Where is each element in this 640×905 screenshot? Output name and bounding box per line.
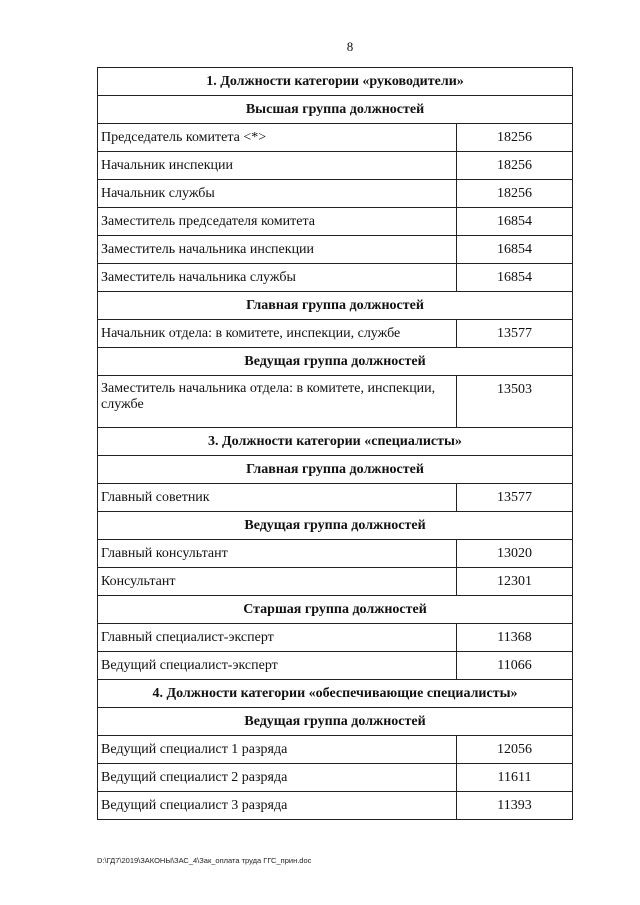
section-header-row: [98, 680, 573, 708]
section-header: Ведущая группа должностей: [98, 348, 573, 376]
section-header-row: [98, 68, 573, 96]
position-name: Ведущий специалист 2 разряда: [98, 764, 457, 792]
table-row: [98, 208, 573, 236]
position-name: Начальник службы: [98, 180, 457, 208]
section-header-row: [98, 292, 573, 320]
salary-value: 13020: [457, 540, 573, 568]
table-row: [98, 764, 573, 792]
table-row: [98, 792, 573, 820]
file-path-footer: D:\ГД7\2019\ЗАКОНЫ\ЗАС_4\Зак_оплата труда ГГС_прин.doc: [97, 856, 312, 865]
table-row: [98, 124, 573, 152]
section-header: Ведущая группа должностей: [98, 512, 573, 540]
salary-value: 13503: [457, 376, 573, 428]
section-header: Высшая группа должностей: [98, 96, 573, 124]
salary-value: 13577: [457, 320, 573, 348]
position-name: Главный советник: [98, 484, 457, 512]
position-name: Начальник инспекции: [98, 152, 457, 180]
table-row: [98, 568, 573, 596]
position-name: Начальник отдела: в комитете, инспекции, службе: [98, 320, 457, 348]
salary-value: 18256: [457, 180, 573, 208]
section-header-row: [98, 96, 573, 124]
table-row: [98, 236, 573, 264]
position-name: Консультант: [98, 568, 457, 596]
section-header-row: [98, 348, 573, 376]
salary-value: 16854: [457, 264, 573, 292]
table-row: [98, 484, 573, 512]
table-row: [98, 152, 573, 180]
position-name: Заместитель начальника службы: [98, 264, 457, 292]
position-name: Ведущий специалист 1 разряда: [98, 736, 457, 764]
position-name: Председатель комитета <*>: [98, 124, 457, 152]
position-name: Заместитель начальника отдела: в комитете, инспекции, службе: [98, 376, 457, 428]
table-row: [98, 624, 573, 652]
salary-value: 18256: [457, 152, 573, 180]
salary-value: 11393: [457, 792, 573, 820]
section-header: 1. Должности категории «руководители»: [98, 68, 573, 96]
salary-value: 18256: [457, 124, 573, 152]
salary-table: [97, 67, 573, 820]
table-row: [98, 652, 573, 680]
salary-table-body: [98, 68, 573, 820]
section-header-row: [98, 456, 573, 484]
section-header: Главная группа должностей: [98, 456, 573, 484]
salary-value: 13577: [457, 484, 573, 512]
salary-value: 11368: [457, 624, 573, 652]
page-number: 8: [346, 39, 354, 54]
table-row: [98, 376, 573, 428]
table-row: [98, 320, 573, 348]
salary-value: 16854: [457, 208, 573, 236]
table-row: [98, 264, 573, 292]
section-header: Ведущая группа должностей: [98, 708, 573, 736]
salary-value: 11611: [457, 764, 573, 792]
position-name: Заместитель председателя комитета: [98, 208, 457, 236]
section-header-row: [98, 512, 573, 540]
section-header-row: [98, 708, 573, 736]
salary-value: 12056: [457, 736, 573, 764]
position-name: Главный специалист-эксперт: [98, 624, 457, 652]
section-header: Главная группа должностей: [98, 292, 573, 320]
salary-value: 11066: [457, 652, 573, 680]
section-header-row: [98, 428, 573, 456]
salary-value: 12301: [457, 568, 573, 596]
salary-value: 16854: [457, 236, 573, 264]
section-header: 3. Должности категории «специалисты»: [98, 428, 573, 456]
section-header: 4. Должности категории «обеспечивающие специалисты»: [98, 680, 573, 708]
section-header-row: [98, 596, 573, 624]
table-row: [98, 180, 573, 208]
position-name: Ведущий специалист 3 разряда: [98, 792, 457, 820]
position-name: Заместитель начальника инспекции: [98, 236, 457, 264]
table-row: [98, 736, 573, 764]
section-header: Старшая группа должностей: [98, 596, 573, 624]
position-name: Главный консультант: [98, 540, 457, 568]
table-row: [98, 540, 573, 568]
position-name: Ведущий специалист-эксперт: [98, 652, 457, 680]
